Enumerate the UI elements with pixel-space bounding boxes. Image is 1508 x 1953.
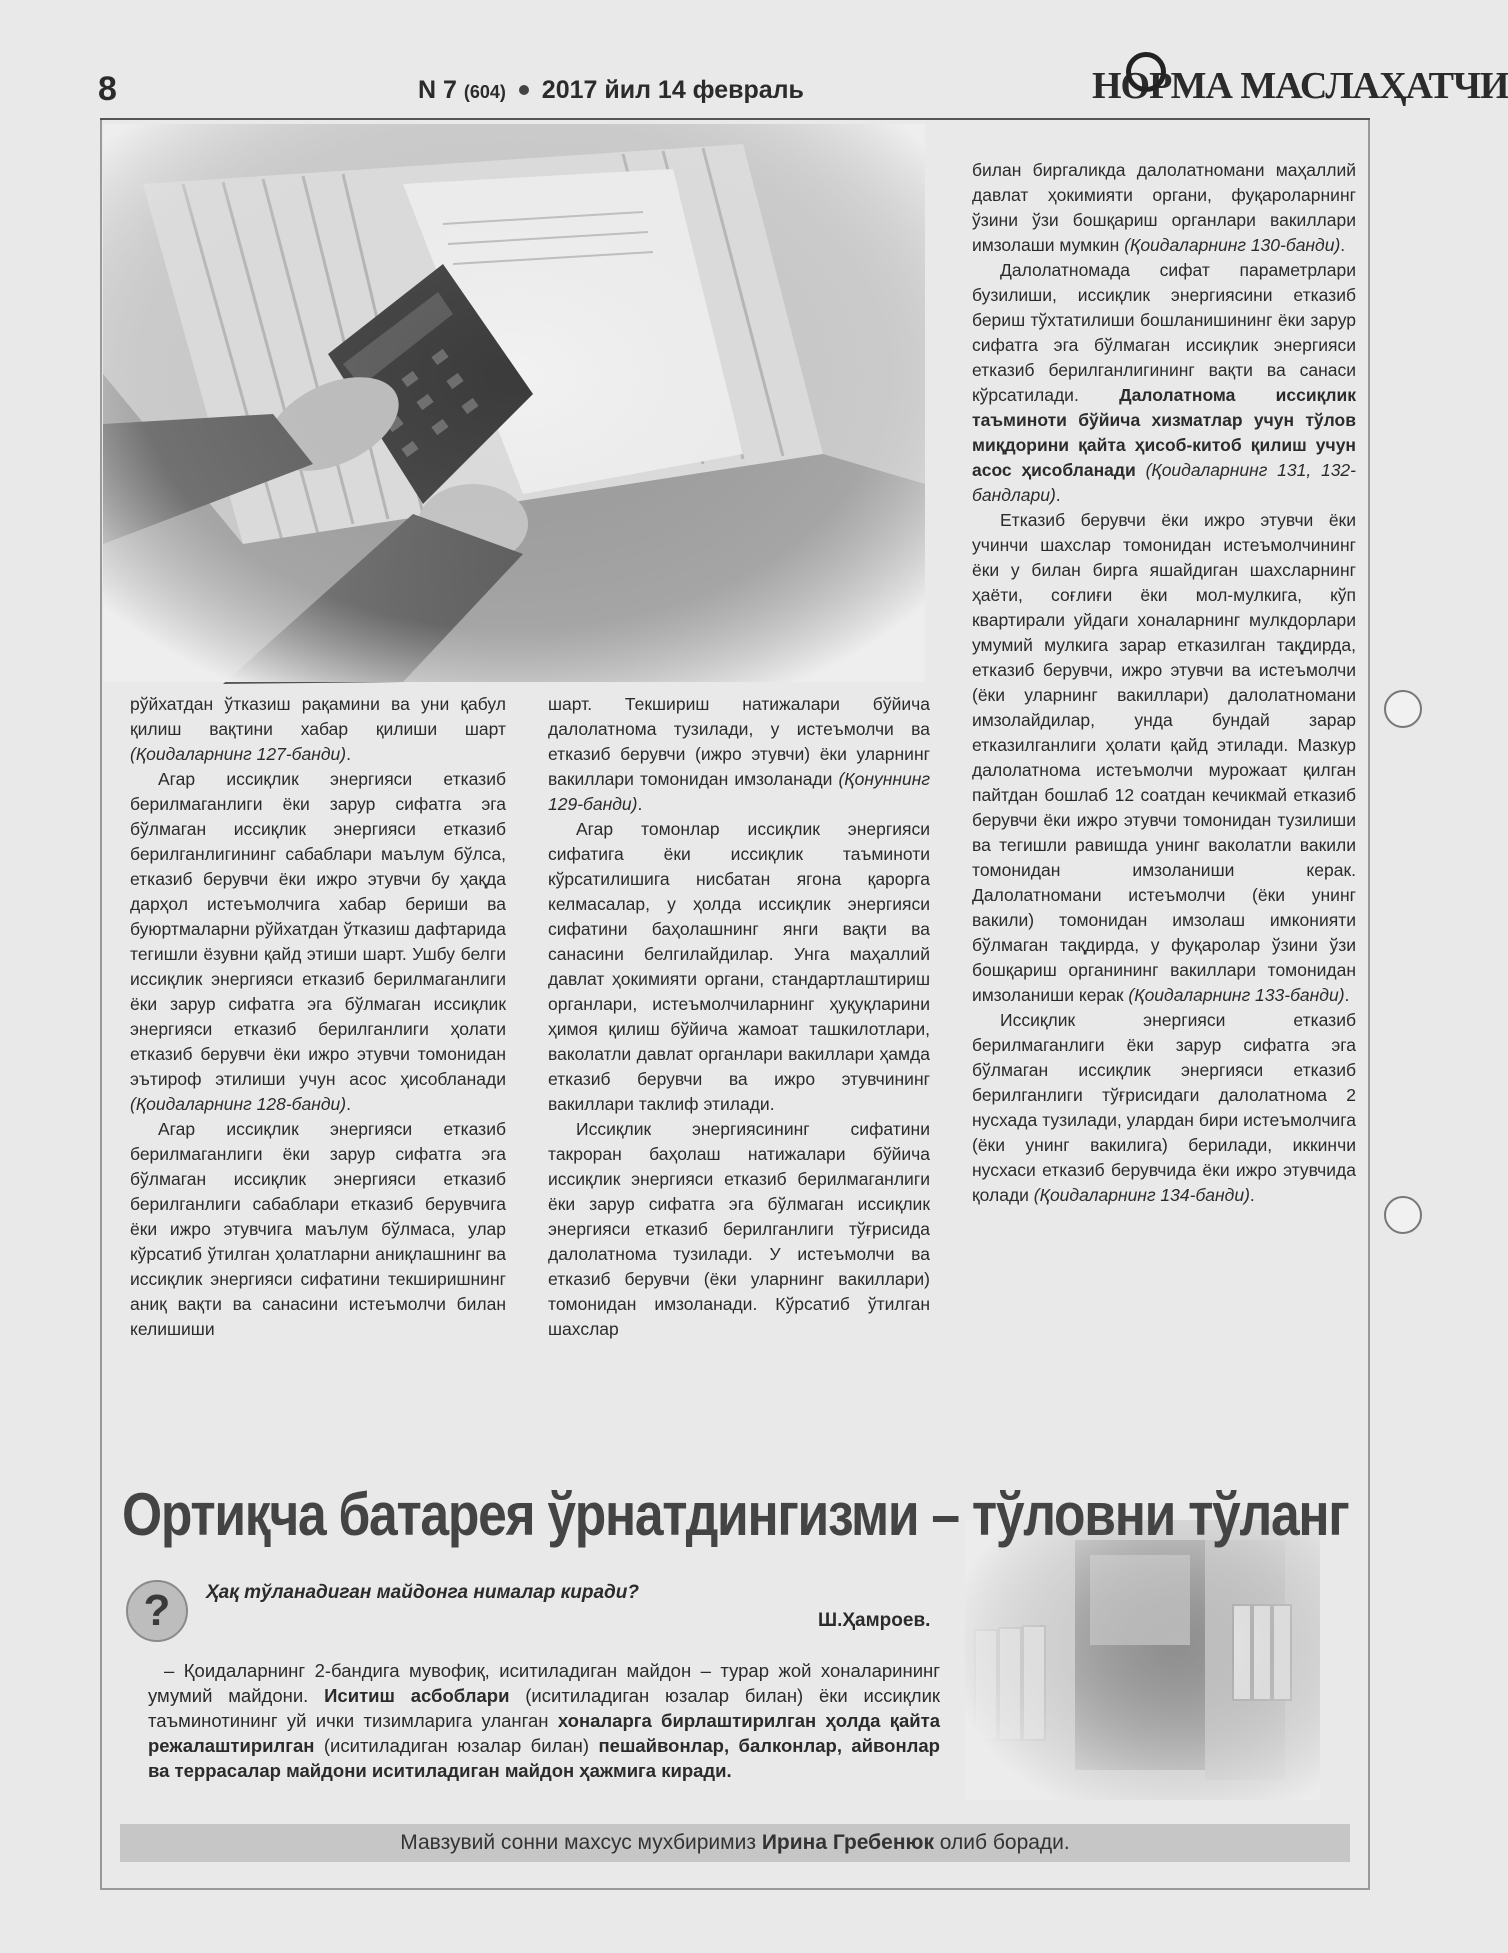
binder-hole-icon (1384, 1196, 1422, 1234)
binder-hole-icon (1384, 690, 1422, 728)
paragraph: Иссиқлик энергиясининг сифатини такроран баҳолаш натижалари бўйича иссиқлик энергияси етказиб берилмаганлиги ёки зарур сифатга эга бўлмаган иссиқлик энергияси етказиб берилганлиги тўғрисида далолатнома тузилади. У истеъмолчи ва етказиб берувчи (ёки уларнинг вакиллари) томонидан имзоланади. Кўрсатиб ўтилган шахслар (548, 1119, 930, 1339)
room-illustration (965, 1520, 1320, 1800)
question-mark-icon: ? (126, 1580, 188, 1642)
paragraph: Агар иссиқлик энергияси етказиб берилмаганлиги ёки зарур сифатга эга бўлмаган иссиқлик энергияси етказиб берилганлигининг сабаблари маълум бўлса, етказиб берувчи ёки ижро этувчи бу ҳақда дарҳол истеъмолчига хабар бериши ва буюртмаларни рўйхатдан ўтказиш дафтарида тегишли ёзувни қайд этиши шарт. Ушбу белги иссиқлик энергияси етказиб берилмаганлиги ёки зарур сифатга эга бўлмаган иссиқлик энергияси етказиб берилганлиги ҳолати етказиб берувчи ёки ижро этувчи томонидан эътироф этилиши учун асос ҳисобланади (Қоидаларнинг 128-банди). (130, 769, 506, 1114)
paragraph: Далолатномада сифат параметрлари бузилиши, иссиқлик энергиясини етказиб бериш тўхтатилиши бошланишининг ёки зарур сифатга эга бўлмаган иссиқлик энергияси етказиб берилганлигининг вақти ва санаси кўрсатилади. Далолатнома иссиқлик таъминоти бўйича хизматлар учун тўлов миқдорини қайта ҳисоб-китоб қилиш учун асос ҳисобланади (Қоидаларнинг 131, 132-бандлари). (972, 260, 1356, 505)
photo-illustration (103, 124, 925, 682)
paragraph: Етказиб берувчи ёки ижро этувчи ёки учинчи шахслар томонидан истеъмолчининг ёки у билан бирга яшайдиган шахсларнинг ҳаёти, соғлиғи ёки мол-мулкига, кўп квартирали уйдаги хоналарнинг мулкдорлари умумий мулкига зарар етказилган тақдирда, етказиб берувчи, ижро этувчи ва истеъмолчи (ёки уларнинг вакиллари) далолатномани имзолайдилар, унда бундай зарар етказилганлиги ҳолати қайд этилади. Мазкур далолатнома истеъмолчи мурожаат қилган пайтдан бошлаб 12 соатдан кечикмай етказиб берувчи ёки ижро этувчи томонидан тузилиши ва тегишли равишда унинг ваколатли вакили томонидан имзоланиши керак. Далолатномани истеъмолчи (ёки унинг вакили) томонидан имзолаш имконияти бўлмаган тақдирда, у фуқаролар ўзини ўзи бошқариш органининг вакиллари томонидан имзоланиши керак (Қоидаларнинг 133-банди). (972, 510, 1356, 1005)
editor-note-bar: Мавзувий сонни махсус мухбиримиз Ирина Гребенюк олиб боради. (120, 1824, 1350, 1862)
bullet-dot (519, 85, 529, 95)
paragraph: билан биргаликда далолатномани маҳаллий давлат ҳокимияти органи, фуқароларнинг ўзини ўзи бошқариш органлари вакиллари имзолаши мумкин (Қоидаларнинг 130-банди). (972, 160, 1356, 255)
paragraph: рўйхатдан ўтказиш рақамини ва уни қабул қилиш вақтини хабар қилиши шарт (Қоидаларнинг 127-банди). (130, 694, 506, 764)
article-headline: Ортиқча батарея ўрнатдингизми – тўловни тўланг (122, 1481, 1349, 1548)
answer-text: – Қоидаларнинг 2-бандига мувофиқ, иситиладиган майдон – турар жой хоналарининг умумий майдони. Иситиш асбоблари (иситиладиган юзалар билан) ёки иссиқлик таъминотининг уй ички тизимларига уланган хоналарга бирлаштирилган ҳолда қайта режалаштирилган (иситиладиган юзалар билан) пешайвонлар, балконлар, айвонлар ва террасалар майдони иситиладиган майдон ҳажмига киради. (148, 1660, 940, 1781)
reader-question: Ҳақ тўланадиган майдонга нималар киради? (206, 1582, 639, 1603)
paragraph: Агар томонлар иссиқлик энергияси сифатига ёки иссиқлик таъминоти кўрсатилишига нисбатан ягона қарорга келмасалар, у ҳолда иссиқлик энергияси сифатини баҳолашнинг янги вақти ва санасини белгилайдилар. Унга маҳаллий давлат ҳокимияти органи, стандартлаштириш органлари, истеъмолчиларнинг ҳуқуқларини ҳимоя қилиш бўйича жамоат ташкилотлари, ваколатли давлат органлари вакиллари ҳамда етказиб берувчи ва ижро этувчининг вакиллари таклиф этилади. (548, 819, 930, 1114)
article-column-2 (548, 692, 930, 1342)
paragraph: Иссиқлик энергияси етказиб берилмаганлиги ёки зарур сифатга эга бўлмаган иссиқлик энергияси етказиб берилганлиги тўғрисидаги далолатнома 2 нусхада тузилади, улардан бири истеъмолчига (ёки унинг вакилига) берилади, иккинчи нусхаси етказиб берувчида ёки ижро этувчида қолади (Қоидаларнинг 134-банди). (972, 1010, 1356, 1205)
question-author: Ш.Ҳамроев. (818, 1610, 931, 1631)
logo-ring-icon (1126, 52, 1166, 92)
article-column-3 (972, 158, 1356, 1208)
paragraph: шарт. Текшириш натижалари бўйича далолатнома тузилади, у истеъмолчи ва етказиб берувчи (ижро этувчи) ёки уларнинг вакиллари томонидан имзоланади (Қонуннинг 129-банди). (548, 694, 930, 814)
issue-number: N 7 (418, 76, 457, 104)
issue-date: 2017 йил 14 февраль (541, 76, 804, 104)
issue-sub-number: (604) (463, 82, 506, 102)
logo-text: НОРМА МАСЛАҲАТЧИ (1092, 65, 1508, 107)
issue-info (418, 76, 804, 105)
article-column-1 (130, 692, 506, 1342)
page-number: 8 (98, 70, 117, 108)
room-radiator-photo (965, 1520, 1320, 1800)
calculator-radiator-photo (103, 124, 925, 682)
paragraph: Агар иссиқлик энергияси етказиб берилмаганлиги ёки зарур сифатга эга бўлмаган иссиқлик энергияси етказиб берилганлиги сабаблари етказиб берувчига ёки ижро этувчига маълум бўлмаса, улар кўрсатиб ўтилган ҳолатларни аниқлашнинг ва иссиқлик энергияси сифатини текширишнинг аниқ вақти ва санасини истеъмолчи билан келишиши (130, 1119, 506, 1339)
newspaper-logo (1092, 64, 1508, 108)
